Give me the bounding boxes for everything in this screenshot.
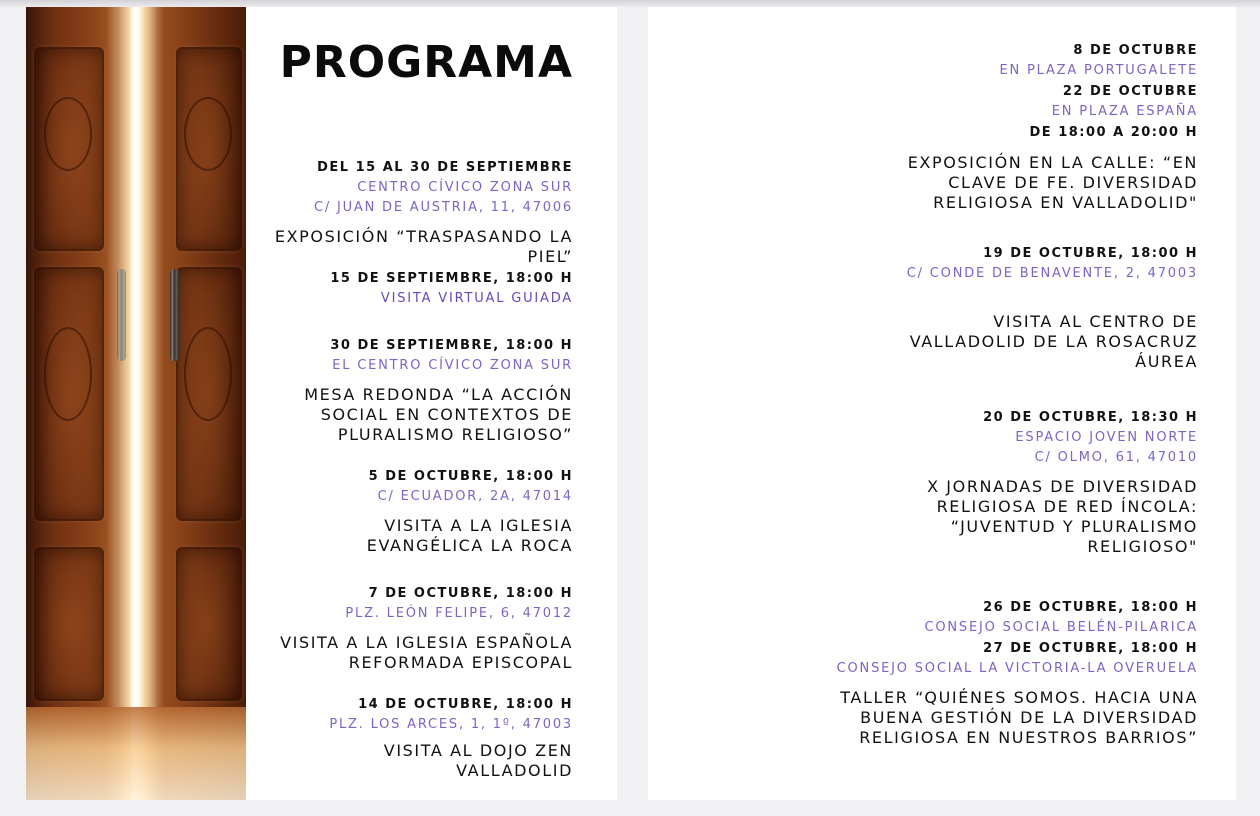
event-time: DE 18:00 A 20:00 H [1029,125,1198,140]
event-sub-title: VISITA VIRTUAL GUIADA [380,291,573,306]
open-door-image [26,7,246,800]
event-date: 14 DE OCTUBRE, 18:00 H [358,697,573,712]
event [243,466,573,556]
event [243,335,573,445]
event-date: 7 DE OCTUBRE, 18:00 H [368,586,573,601]
event-date: 20 DE OCTUBRE, 18:30 H [983,410,1198,425]
event-date: 26 DE OCTUBRE, 18:00 H [983,600,1198,615]
event-location: EN PLAZA PORTUGALETE [999,63,1198,78]
event-title: MESA REDONDA “LA ACCIÓN SOCIAL EN CONTEXTOS DE PLURALISMO RELIGIOSO” [304,385,573,444]
event-address: C/ JUAN DE AUSTRIA, 11, 47006 [313,200,573,215]
brochure-page-left [26,7,617,800]
event-address: C/ OLMO, 61, 47010 [1034,450,1198,465]
event-sub-date: 15 DE SEPTIEMBRE, 18:00 H [330,271,573,286]
event-location-2: CONSEJO SOCIAL LA VICTORIA-LA OVERUELA [836,661,1198,676]
event-location-2: EN PLAZA ESPAÑA [1051,104,1198,119]
event-date-2: 22 DE OCTUBRE [1062,84,1198,99]
event-location: C/ CONDE DE BENAVENTE, 2, 47003 [906,266,1198,281]
event [243,157,573,309]
event [678,407,1198,557]
event-location: CONSEJO SOCIAL BELÉN-PILARICA [924,620,1198,635]
event-title: VISITA AL DOJO ZEN VALLADOLID [383,741,573,780]
event-date: 5 DE OCTUBRE, 18:00 H [368,469,573,484]
event-title: VISITA A LA IGLESIA EVANGÉLICA LA ROCA [366,516,573,555]
event [678,597,1198,748]
event-date: 30 DE SEPTIEMBRE, 18:00 H [330,338,573,353]
event-title: EXPOSICIÓN “TRASPASANDO LA PIEL” [274,227,573,266]
event-title: VISITA A LA IGLESIA ESPAÑOLA REFORMADA EPISCOPAL [280,633,573,672]
event-location: ESPACIO JOVEN NORTE [1015,430,1198,445]
event-location: PLZ. LOS ARCES, 1, 1º, 47003 [329,717,573,732]
event [243,694,573,781]
event [678,40,1198,213]
event [678,243,1198,372]
event-title: X JORNADAS DE DIVERSIDAD RELIGIOSA DE RED ÍNCOLA: “JUVENTUD Y PLURALISMO RELIGIOSO" [927,477,1198,556]
event-location: PLZ. LEÓN FELIPE, 6, 47012 [345,606,573,621]
event-date: 19 DE OCTUBRE, 18:00 H [983,246,1198,261]
event-date-2: 27 DE OCTUBRE, 18:00 H [983,641,1198,656]
event-date: DEL 15 AL 30 DE SEPTIEMBRE [317,160,573,175]
brochure-page-right [648,7,1236,800]
event-title: EXPOSICIÓN EN LA CALLE: “EN CLAVE DE FE. DIVERSIDAD RELIGIOSA EN VALLADOLID" [907,153,1198,212]
program-title: PROGRAMA [279,37,573,88]
event-date: 8 DE OCTUBRE [1073,43,1198,58]
event-location: C/ ECUADOR, 2A, 47014 [377,489,573,504]
event-title: TALLER “QUIÉNES SOMOS. HACIA UNA BUENA GESTIÓN DE LA DIVERSIDAD RELIGIOSA EN NUESTROS BARRIOS” [840,688,1198,747]
event-location: CENTRO CÍVICO ZONA SUR [357,180,573,195]
event-title: VISITA AL CENTRO DE VALLADOLID DE LA ROSACRUZ ÁUREA [909,312,1198,371]
event-location: EL CENTRO CÍVICO ZONA SUR [332,358,573,373]
viewer-top-bar [0,0,1260,7]
event [243,583,573,673]
